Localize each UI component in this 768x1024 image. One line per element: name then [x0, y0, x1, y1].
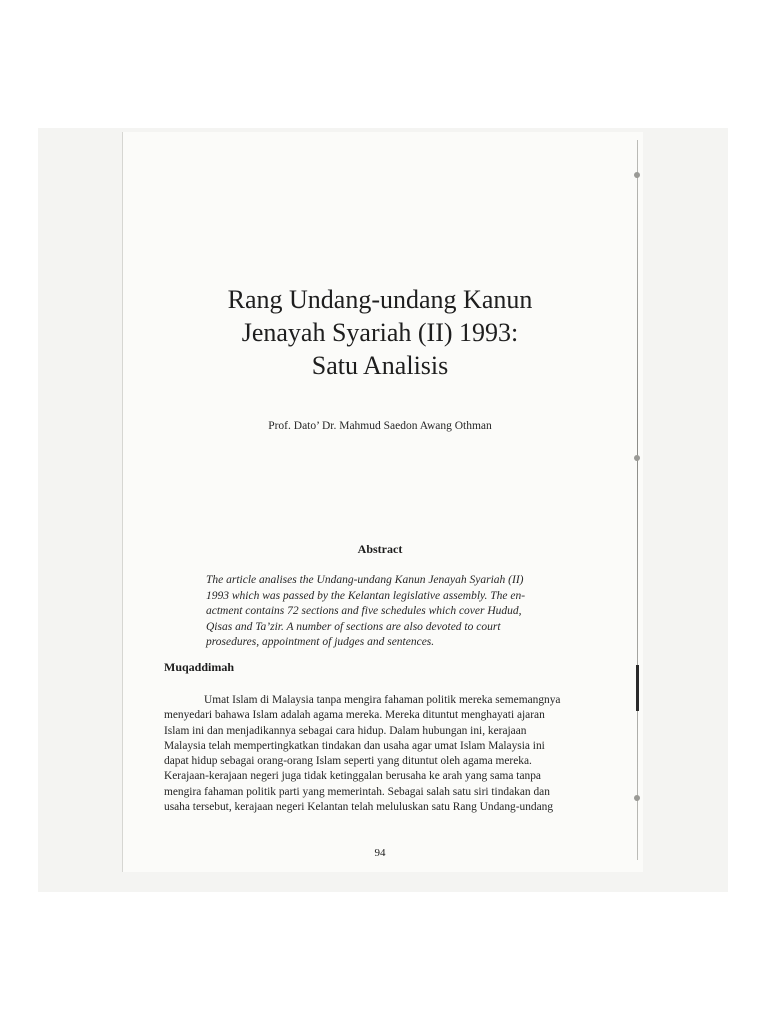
abstract-heading: Abstract	[357, 542, 403, 556]
title-line: Rang Undang-undang Kanun	[227, 285, 533, 314]
author-name: Prof. Dato’ Dr. Mahmud Saedon Awang Othman	[268, 420, 492, 432]
section-heading: Muqaddimah	[164, 660, 235, 674]
article-title	[170, 283, 590, 382]
abstract-line: actment contains 72 sections and five schedules which cover Hudud,	[206, 605, 522, 618]
title-line: Satu Analisis	[311, 351, 449, 380]
binding-hole-mark	[634, 795, 640, 801]
abstract-line: prosedures, appointment of judges and sentences.	[206, 636, 435, 649]
title-line: Jenayah Syariah (II) 1993:	[241, 318, 519, 347]
abstract-body	[206, 573, 566, 651]
body-line: menyedari bahawa Islam adalah agama mereka. Mereka dituntut menghayati ajaran	[164, 709, 545, 722]
body-line: Islam ini dan menjadikannya sebagai cara hidup. Dalam hubungan ini, kerajaan	[164, 724, 527, 737]
binding-hole-mark	[634, 455, 640, 461]
page-number: 94	[374, 847, 386, 859]
body-line: Umat Islam di Malaysia tanpa mengira fahaman politik mereka sememangnya	[204, 694, 561, 706]
body-line: Kerajaan-kerajaan negeri juga tidak ketinggalan berusaha ke arah yang sama tanpa	[164, 770, 541, 783]
body-line: usaha tersebut, kerajaan negeri Kelantan telah meluluskan satu Rang Undang-undang	[164, 801, 554, 814]
section-body	[164, 693, 584, 815]
abstract-line: Qisas and Ta’zir. A number of sections are also devoted to court	[206, 620, 501, 633]
abstract-line: 1993 which was passed by the Kelantan legislative assembly. The en-	[206, 589, 526, 602]
page-edge-mark	[636, 665, 639, 711]
body-line: mengira fahaman politik parti yang memerintah. Sebagai salah satu siri tindakan dan	[164, 785, 550, 798]
body-line: dapat hidup sebagai orang-orang Islam seperti yang dituntut oleh agama mereka.	[164, 755, 532, 768]
abstract-line: The article analises the Undang-undang Kanun Jenayah Syariah (II)	[206, 574, 524, 586]
binding-hole-mark	[634, 172, 640, 178]
page-edge-shadow	[637, 140, 638, 860]
body-line: Malaysia telah mempertingkatkan tindakan dan usaha agar umat Islam Malaysia ini	[164, 739, 545, 752]
